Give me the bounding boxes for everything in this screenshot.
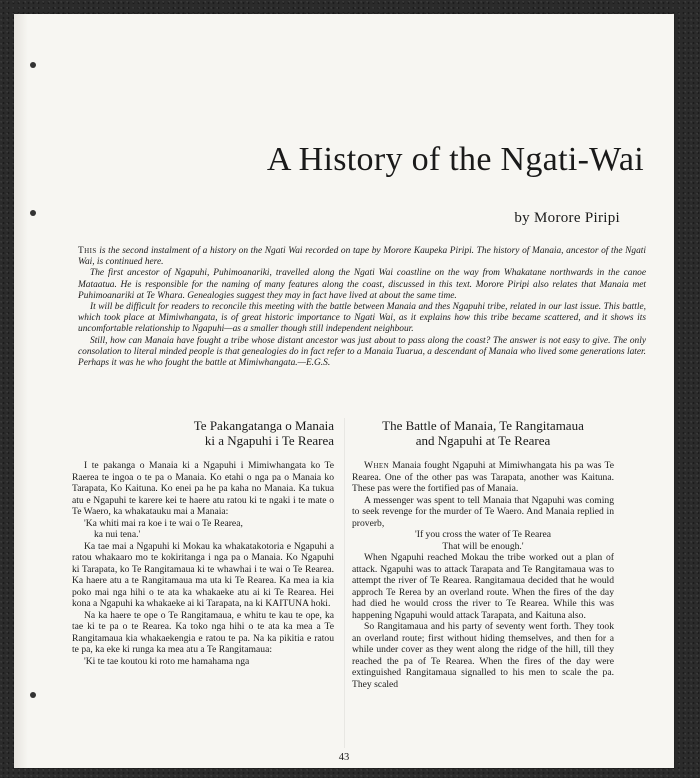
maori-quote: 'Ka whiti mai ra koe i te wai o Te Rearea,	[84, 517, 243, 529]
english-paragraph	[352, 460, 614, 495]
english-heading	[352, 418, 614, 448]
english-column	[352, 418, 614, 690]
intro-paragraph: Still, how can Manaia have fought a tribe whose distant ancestor was just about to pass along the coast? The answer is not easy to give. The only consolation to literal minded people is that genealogies do in fact refer to a Manaia Tuarua, a descendant of Manaia who lived some generations later. Perhaps it was he who fought the battle at Mimiwhangata.—E.G.S.	[78, 335, 646, 369]
english-paragraph: So Rangitamaua and his party of seventy went forth. They took an overland route; first without hiding themselves, and then for a while under cover as they went along the ridge of the hill, till they reached the pa of Te Rearea. When the fires of the day were extinguished Rangitamaua signalled to his men to scale the pa. They scaled	[352, 621, 614, 690]
maori-heading	[72, 418, 334, 448]
english-quote: That will be enough.'	[442, 540, 524, 552]
maori-heading-line: Te Pakangatanga o Manaia	[193, 418, 334, 433]
magazine-page	[14, 14, 674, 768]
binding-gutter	[14, 14, 28, 768]
binding-mark	[30, 692, 36, 698]
intro-paragraph: The first ancestor of Ngapuhi, Puhimoanariki, travelled along the Ngati Wai coastline on the way from Whakatane northwards in the canoe Mataatua. He is responsible for the naming of many features along the coast, discussed in this text. Morore Piripi also relates that Manaia met Puhimoanariki at Te Whara. Genealogies suggest they may in fact have lived at about the same time.	[78, 268, 646, 301]
intro-text: is the second instalment of a history on the Ngati Wai recorded on tape by Morore Kaupeka Piripi. The history of Manaia, ancestor of the Ngati Wai, is continued here.	[78, 246, 646, 268]
intro-paragraph: It will be difficult for readers to reconcile this meeting with the battle between Manaia and thes Ngapuhi tribe, related in our last issue. This battle, which took place at Mimiwhangata, is of great historic importance to Ngati Wai, as it explains how this tribe became scattered, and it shows its uncomfortable relationship to Ngapuhi—as a smaller though still independent neighbour.	[78, 302, 646, 335]
page-number: 43	[338, 752, 350, 763]
column-divider	[344, 418, 345, 748]
english-paragraph: A messenger was spent to tell Manaia that Ngapuhi was coming to seek revenge for the murder of Te Waero. And Manaia replied in proverb,	[352, 494, 614, 529]
intro-lead-word: This	[78, 246, 97, 256]
maori-column	[72, 418, 334, 667]
editorial-introduction	[78, 246, 646, 369]
maori-quote: 'Ki te tae koutou ki roto me hamahama nga	[84, 655, 250, 667]
binding-mark	[30, 62, 36, 68]
binding-mark	[30, 210, 36, 216]
maori-paragraph: Na ka haere te ope o Te Rangitamaua, e whitu te kau te ope, ka tae ki te pa o te Rearea. Ka toko nga hihi o te ata ka mea a Te Rangitamaua kia whakaekengia e ratou te pa. Na ka pikitia e ratou te pa, ka eke ki runga ka mea atu a Te Rangitamaua:	[72, 609, 334, 655]
maori-paragraph: I te pakanga o Manaia ki a Ngapuhi i Mimiwhangata ko Te Raerea te ingoa o te pa o Manaia. Ko etahi o nga pa o Manaia ko Tarapata, Ko Kaituna. Ko enei pa he pa kaha no Manaia. Ka tukua atu e Ngapuhi te karere kei te haere atu ratou ki te ngaki i te mate o Te Waero, ka whakatauku mai a Manaia:	[72, 460, 334, 517]
maori-paragraph: Ka tae mai a Ngapuhi ki Mokau ka whakatakotoria e Ngapuhi a ratou whakaaro mo te kokiritanga i nga pa o Manaia. Ko Ngapuhi ki Tarapata, ko Te Rangitamaua ki te whawhai i te wai o Te Rearea. Ka haere atu a te Rangitamaua ma uta ki Te Rearea. Ka mea ia kia poko mai nga hihi o te ata ka whakaeke atu ai ki Te Rearea. Hei kona a Ngapuhi ka whakaeke ai ki Tarapata, na ki KAITUNA hoki.	[72, 540, 334, 609]
english-heading-line: The Battle of Manaia, Te Rangitamaua	[382, 418, 584, 433]
maori-quote: ka nui tena.'	[94, 529, 141, 540]
intro-paragraph	[78, 246, 646, 268]
english-text: Manaia fought Ngapuhi at Mimiwhangata his pa was Te Rearea. One of the other pas was Tarapata, another was Kaituna. These pas were the fortified pas of Manaia.	[352, 460, 614, 494]
english-heading-line: and Ngapuhi at Te Rearea	[415, 433, 551, 448]
english-paragraph: When Ngapuhi reached Mokau the tribe worked out a plan of attack. Ngapuhi was to attack Tarapata and Te Rangitamaua was to attempt the river of Te Rearea. Rangitamaua decided that he would approch Te Rerea by an overland route. When the fires of the day had died he would cross the river to Te Rearea. While this was happening Ngapuhi would attack Tarapata, and Kaituna also.	[352, 552, 614, 621]
article-byline: by Morore Piripi	[514, 210, 620, 226]
english-lead-word: When	[364, 460, 390, 471]
maori-heading-line: ki a Ngapuhi i Te Rearea	[204, 433, 334, 448]
article-title: A History of the Ngati-Wai	[266, 141, 644, 178]
english-quote: 'If you cross the water of Te Rearea	[415, 529, 551, 540]
